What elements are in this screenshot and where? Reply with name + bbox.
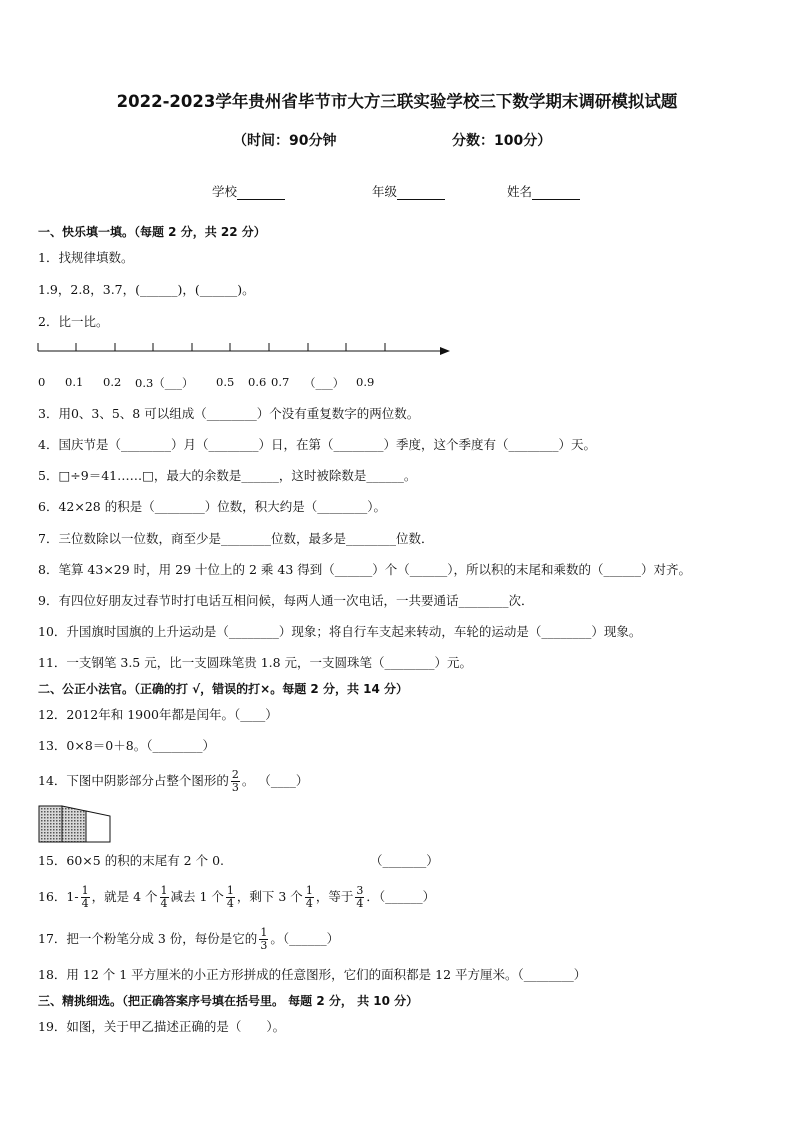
number-line-label: 0.9 (356, 375, 375, 389)
question-13: 13．0×8＝0＋8。（________） (38, 738, 215, 753)
question-1: 1．找规律填数。 (38, 250, 134, 265)
question-5: 5．□÷9＝41……□，最大的余数是______，这时被除数是______。 (38, 468, 417, 483)
question-10: 10．升国旗时国旗的上升运动是（________）现象；将自行车支起来转动，车轮的运动是（________）现象。 (38, 624, 642, 639)
grade-label: 年级 (372, 184, 398, 199)
question-8: 8．笔算 43×29 时，用 29 十位上的 2 乘 43 得到（______）个（______），所以积的末尾和乘数的（______）对齐。 (38, 562, 692, 577)
question-19: 19．如图，关于甲乙描述正确的是（ ）。 (38, 1019, 286, 1034)
exam-time: （时间：90分钟 (233, 133, 337, 149)
question-1-sequence: 1.9，2.8，3.7，(______)，(______)。 (38, 282, 255, 297)
school-field (212, 182, 285, 200)
question-17: 17．把一个粉笔分成 3 份，每份是它的 $\frac{1}{3}$ 。（______） (38, 926, 340, 952)
shaded-figure (38, 805, 112, 843)
number-line-label: 0.7 (271, 375, 290, 389)
number-line-label: （___） (304, 376, 345, 390)
question-3: 3．用0、3、5、8 可以组成（________）个没有重复数字的两位数。 (38, 406, 420, 421)
question-16: 16．1- $\frac{1}{4}$ ，就是 4 个 $\frac{1}{4}$ 减去 1 个 $\frac{1}{4}$ ，剩下 3 个 $\frac{1}{4}$ ，等于 $\frac{3}{4}$ ．（______） (38, 884, 436, 910)
question-4: 4．国庆节是（________）月（________）日，在第（________）季度，这个季度有（________）天。 (38, 437, 596, 452)
grade-blank[interactable] (397, 185, 445, 200)
fraction-one-third: $\frac{1}{3}$ (260, 926, 268, 952)
question-18: 18．用 12 个 1 平方厘米的小正方形拼成的任意图形，它们的面积都是 12 平方厘米。（________） (38, 967, 587, 982)
name-field (507, 182, 580, 200)
name-blank[interactable] (532, 185, 580, 200)
number-line-label: 0.3（___） (135, 376, 194, 390)
question-14: 14．下图中阴影部分占整个图形的 $\frac{2}{3}$ 。 （____） (38, 768, 309, 794)
fraction-two-thirds: $\frac{2}{3}$ (231, 768, 239, 794)
question-12: 12．2012年和 1900年都是闰年。（____） (38, 707, 278, 722)
fraction-one-quarter: $\frac{1}{4}$ (81, 884, 89, 910)
fraction-three-quarters: $\frac{3}{4}$ (356, 884, 364, 910)
section3-heading: 三、精挑细选。（把正确答案序号填在括号里。 每题 2 分， 共 10 分） (38, 994, 419, 1008)
fraction-one-quarter: $\frac{1}{4}$ (226, 884, 234, 910)
question-7: 7．三位数除以一位数，商至少是________位数，最多是________位数． (38, 531, 434, 546)
fraction-one-quarter: $\frac{1}{4}$ (160, 884, 168, 910)
number-line-label: 0.6 (248, 375, 267, 389)
question-15: 15．60×5 的积的末尾有 2 个 0. （_______） (38, 853, 439, 868)
question-6: 6．42×28 的积是（________）位数，积大约是（________）。 (38, 499, 386, 514)
question-9: 9．有四位好朋友过春节时打电话互相问候，每两人通一次电话，一共要通话________次． (38, 593, 534, 608)
number-line-label: 0.1 (65, 375, 84, 389)
question-2: 2．比一比。 (38, 314, 109, 329)
section2-heading: 二、公正小法官。（正确的打 √，错误的打×。每题 2 分，共 14 分） (38, 682, 408, 696)
question-11: 11．一支钢笔 3.5 元，比一支圆珠笔贵 1.8 元，一支圆珠笔（________）元。 (38, 655, 473, 670)
page-title: 2022-2023学年贵州省毕节市大方三联实验学校三下数学期末调研模拟试题 (116, 92, 678, 111)
exam-score: 分数：100分） (452, 133, 552, 149)
fraction-one-quarter: $\frac{1}{4}$ (305, 884, 313, 910)
grade-field (372, 182, 445, 200)
number-line-label: 0 (38, 375, 46, 389)
school-blank[interactable] (237, 185, 285, 200)
number-line-label: 0.5 (216, 375, 235, 389)
section1-heading: 一、快乐填一填。（每题 2 分，共 22 分） (38, 225, 266, 239)
school-label: 学校 (212, 184, 238, 199)
number-line-label: 0.2 (103, 375, 122, 389)
number-line (36, 340, 456, 362)
name-label: 姓名 (507, 184, 533, 199)
